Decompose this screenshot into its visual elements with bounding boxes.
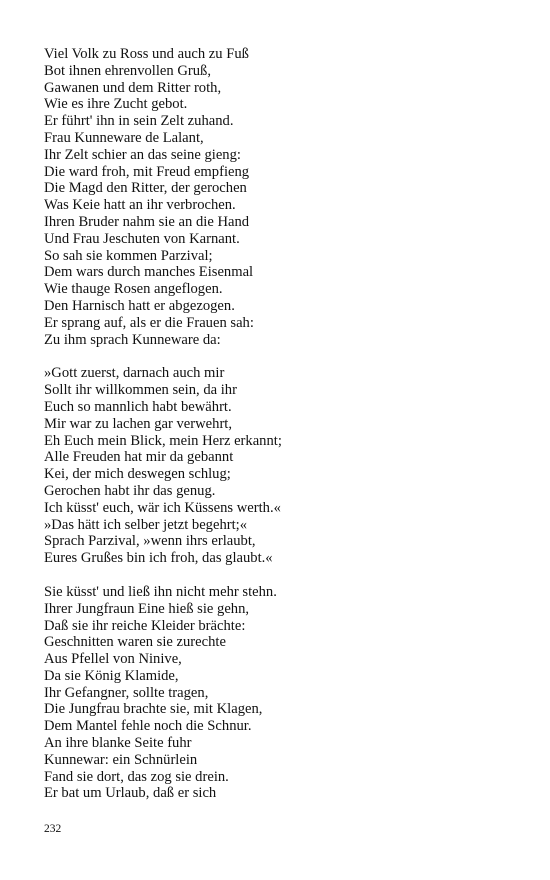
- verse-line: Die Jungfrau brachte sie, mit Klagen,: [44, 701, 263, 718]
- verse-line: Eures Grußes bin ich froh, das glaubt.«: [44, 550, 273, 567]
- verse-line: Wie thauge Rosen angeflogen.: [44, 281, 223, 298]
- verse-line: Frau Kunneware de Lalant,: [44, 129, 204, 146]
- verse-line: Ihren Bruder nahm sie an die Hand: [44, 213, 250, 230]
- verse-line: Kunnewar: ein Schnürlein: [44, 751, 198, 768]
- verse-line: »Das hätt ich selber jetzt begehrt;«: [44, 516, 248, 533]
- verse-line: Viel Volk zu Ross und auch zu Fuß: [44, 46, 249, 62]
- verse-line: So sah sie kommen Parzival;: [44, 247, 213, 264]
- verse-line: Ich küsst' euch, wär ich Küssens werth.«: [44, 499, 281, 516]
- verse-line: Und Frau Jeschuten von Karnant.: [44, 230, 240, 247]
- page-number: 232: [44, 823, 62, 835]
- verse-line: Den Harnisch hatt er abgezogen.: [44, 297, 235, 314]
- verse-line: Sie küsst' und ließ ihn nicht mehr stehn.: [44, 583, 277, 600]
- verse-line: Sprach Parzival, »wenn ihrs erlaubt,: [44, 533, 256, 550]
- verse-line: Alle Freuden hat mir da gebannt: [44, 449, 234, 466]
- verse-line: An ihre blanke Seite fuhr: [44, 735, 192, 752]
- stanza: [44, 584, 550, 802]
- verse-line: Daß sie ihr reiche Kleider brächte:: [44, 617, 246, 634]
- verse-line: Aus Pfellel von Ninive,: [44, 651, 182, 668]
- verse-line: Dem Mantel fehle noch die Schnur.: [44, 718, 252, 735]
- verse-line: Zu ihm sprach Kunneware da:: [44, 331, 221, 348]
- verse-line: Bot ihnen ehrenvollen Gruß,: [44, 62, 211, 79]
- poem-text: [44, 46, 550, 802]
- verse-line: Wie es ihre Zucht gebot.: [44, 96, 188, 113]
- verse-line: Da sie König Klamide,: [44, 667, 179, 684]
- verse-line: Er führt' ihn in sein Zelt zuhand.: [44, 113, 234, 130]
- stanza: [44, 365, 550, 567]
- verse-line: Die Magd den Ritter, der gerochen: [44, 180, 247, 197]
- verse-line: Eh Euch mein Blick, mein Herz erkannt;: [44, 432, 282, 449]
- verse-line: Fand sie dort, das zog sie drein.: [44, 768, 229, 785]
- verse-line: Dem wars durch manches Eisenmal: [44, 264, 254, 281]
- verse-line: Ihr Zelt schier an das seine gieng:: [44, 146, 241, 163]
- verse-line: Die ward froh, mit Freud empfieng: [44, 163, 250, 180]
- verse-line: Geschnitten waren sie zurechte: [44, 634, 226, 651]
- verse-line: Gawanen und dem Ritter roth,: [44, 79, 222, 96]
- stanza: [44, 46, 550, 348]
- verse-line: Euch so mannlich habt bewährt.: [44, 398, 232, 415]
- verse-line: Was Keie hatt an ihr verbrochen.: [44, 197, 236, 214]
- verse-line: Er sprang auf, als er die Frauen sah:: [44, 314, 254, 331]
- verse-line: Ihrer Jungfraun Eine hieß sie gehn,: [44, 600, 250, 617]
- verse-line: Gerochen habt ihr das genug.: [44, 482, 216, 499]
- verse-line: Sollt ihr willkommen sein, da ihr: [44, 382, 237, 399]
- verse-line: Kei, der mich deswegen schlug;: [44, 466, 231, 483]
- verse-line: Ihr Gefangner, sollte tragen,: [44, 684, 209, 701]
- verse-line: »Gott zuerst, darnach auch mir: [44, 365, 225, 382]
- verse-line: Er bat um Urlaub, daß er sich: [44, 785, 217, 802]
- verse-line: Mir war zu lachen gar verwehrt,: [44, 415, 233, 432]
